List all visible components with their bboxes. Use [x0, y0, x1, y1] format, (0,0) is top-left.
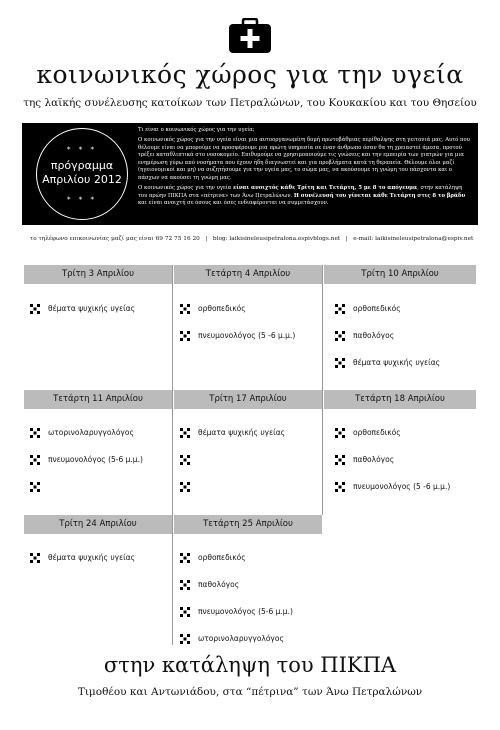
- day-header: Τετάρτη 18 Απριλίου: [324, 390, 476, 409]
- schedule-item: [335, 481, 450, 493]
- schedule-item: [30, 454, 143, 466]
- schedule-item-label: παθολόγος: [353, 331, 395, 340]
- schedule-item-label: πνευμονολόγος (5-6 μ.μ.): [48, 455, 143, 464]
- day-header: Τετάρτη 4 Απριλίου: [174, 265, 322, 284]
- bullet-icon: [180, 607, 190, 617]
- schedule-item-label: ορθοπεδικός: [198, 553, 246, 562]
- schedule-item-label: ωτορινολαρυγγολόγος: [198, 634, 284, 643]
- schedule-item: [180, 330, 295, 342]
- page-title: κοινωνικός χώρος για την υγεία: [36, 60, 464, 89]
- bullet-icon: [30, 553, 40, 563]
- badge-line-1: πρόγραμμα: [50, 159, 114, 172]
- bullet-icon: [335, 358, 345, 368]
- schedule-item: [335, 330, 394, 342]
- schedule-item-label: παθολόγος: [198, 580, 240, 589]
- schedule-item: [30, 552, 135, 564]
- schedule-item: [30, 303, 135, 315]
- intro-assembly-bold: Η συνέλευσή του γίνεται κάθε Τετάρτη στις 8 το βράδυ: [293, 192, 466, 199]
- contact-line: [30, 236, 480, 242]
- bullet-icon: [180, 482, 190, 492]
- bullet-icon: [180, 331, 190, 341]
- schedule-item-label: θέματα ψυχικής υγείας: [48, 553, 136, 562]
- page-subtitle: της λαϊκής συνέλευσης κατοίκων των Πετραλώνων, του Κουκακίου και του Θησείου: [23, 97, 477, 109]
- intro-end-text: και είναι ανοιχτή σε όσους και όσες ενδιαφέρονται να συμμετάσχουν.: [138, 200, 329, 207]
- schedule-item: [30, 427, 134, 439]
- schedule-item-label: πνευμονολόγος (5 -6 μ.μ.): [198, 331, 296, 340]
- schedule-item: [335, 303, 401, 315]
- schedule-item: [180, 579, 239, 591]
- bullet-icon: [30, 428, 40, 438]
- schedule-item: [180, 633, 284, 645]
- schedule-item-label: ορθοπεδικός: [353, 428, 401, 437]
- day-header: Τετάρτη 11 Απριλίου: [24, 390, 172, 409]
- program-badge: [36, 128, 128, 220]
- schedule-item: [180, 427, 285, 439]
- day-header: Τρίτη 24 Απριλίου: [24, 515, 172, 534]
- badge-stars-top: * * *: [67, 146, 97, 154]
- bullet-icon: [335, 482, 345, 492]
- schedule-item-label: θέματα ψυχικής υγείας: [48, 304, 136, 313]
- schedule-item-label: θέματα ψυχικής υγείας: [353, 358, 441, 367]
- bullet-icon: [180, 304, 190, 314]
- grid-divider: [172, 265, 173, 645]
- schedule-item: [180, 454, 198, 466]
- bullet-icon: [180, 580, 190, 590]
- schedule-item-label: ωτορινολαρυγγολόγος: [48, 428, 134, 437]
- bullet-icon: [30, 455, 40, 465]
- medical-bag-icon: [227, 18, 273, 54]
- schedule-item: [30, 481, 48, 493]
- intro-paragraph: Ο κοινωνικός χώρος για την υγεία είναι μια αυτοοργανωμένη δομή πρωτοβάθμιας περίθαλψης στη γειτονιά μας. Αυτό που θέλουμε είναι να μπορούμε να προσφέρουμε μια πρώτη υπηρεσία σε έναν άνθρωπο όσαν θα τη χρειαστεί άμεσα, προτού τρέξει καταθλιπτικά στο νοσοκομείο. Επιθυμούμε να χρησιμοποιούμε τις γνώσεις και την εμπειρία των γιατρών για μια ενημέρωση γύρω από νοσήματα που έχουν ήδη διαγνωστεί και για προβλήματα κατά τη θεραπεία. Θέλουμε όλοι μαζί (ηγειονομικοί και μη) να συζητήσουμε για την υγεία μας, το σώμα μας, να ακούσουμε τη γνώμη του πάσχοντα και ο πάσχων να ακούσει τη γνώμη μας.: [138, 137, 470, 182]
- badge-stars-bottom: * * *: [67, 196, 97, 204]
- schedule-item-label: παθολόγος: [353, 455, 395, 464]
- bullet-icon: [30, 304, 40, 314]
- day-header: Τετάρτη 25 Απριλίου: [174, 515, 322, 534]
- day-header: Τρίτη 10 Απριλίου: [324, 265, 476, 284]
- schedule-item-label: θέματα ψυχικής υγείας: [198, 428, 286, 437]
- bullet-icon: [180, 455, 190, 465]
- intro-question: Τι είναι ο κοινωνικός χώρος για την υγεία;: [138, 127, 255, 133]
- day-header: Τρίτη 3 Απριλίου: [24, 265, 172, 284]
- bullet-icon: [335, 331, 345, 341]
- schedule-item-label: ορθοπεδικός: [353, 304, 401, 313]
- badge-line-2: Απριλίου 2012: [42, 173, 122, 186]
- grid-divider: [322, 265, 323, 515]
- bullet-icon: [335, 455, 345, 465]
- bullet-icon: [180, 428, 190, 438]
- contact-separator: |: [205, 236, 208, 242]
- contact-separator: |: [345, 236, 348, 242]
- intro-hours: [138, 185, 472, 208]
- intro-text: [138, 127, 472, 210]
- schedule-item: [335, 427, 401, 439]
- intro-hours-bold: είναι ανοιχτός κάθε Τρίτη και Τετάρτη, 5 με 8 το απόγευμα: [233, 185, 418, 192]
- schedule-item: [180, 303, 246, 315]
- bullet-icon: [180, 634, 190, 644]
- bullet-icon: [180, 553, 190, 563]
- intro-location-text: , στην κατάληψη του πρώην ΠΙΚΠΑ στα «πέτρινα» των Άνω Πετραλώνων.: [138, 185, 463, 199]
- schedule-item-label: πνευμονολόγος (5 -6 μ.μ.): [353, 482, 451, 491]
- schedule-item: [180, 606, 293, 618]
- contact-email-link[interactable]: e-mail: laikisineleusipetralona@espiv.net: [353, 236, 474, 242]
- bullet-icon: [335, 304, 345, 314]
- bullet-icon: [335, 428, 345, 438]
- footer-address: Τιμοθέου και Αντωνιάδου, στα “πέτρινα” των Άνω Πετραλώνων: [77, 686, 423, 698]
- contact-phone: το τηλέφωνο επικοινωνίας μαζί μας είναι 69 72 75 16 20: [30, 236, 200, 242]
- schedule-item: [180, 481, 198, 493]
- bullet-icon: [30, 482, 40, 492]
- contact-blog-link[interactable]: blog: laikisineleusipetralona.espivblogs.net: [212, 236, 341, 242]
- schedule-item: [335, 454, 394, 466]
- schedule-item: [335, 357, 440, 369]
- intro-hours-text: Ο κοινωνικός χώρος για την υγεία: [138, 185, 234, 192]
- day-header: Τρίτη 17 Απριλίου: [174, 390, 322, 409]
- schedule-item-label: πνευμονολόγος (5-6 μ.μ.): [198, 607, 293, 616]
- schedule-item: [180, 552, 246, 564]
- schedule-item-label: ορθοπεδικός: [198, 304, 246, 313]
- footer-title: στην κατάληψη του ΠΙΚΠΑ: [103, 653, 397, 677]
